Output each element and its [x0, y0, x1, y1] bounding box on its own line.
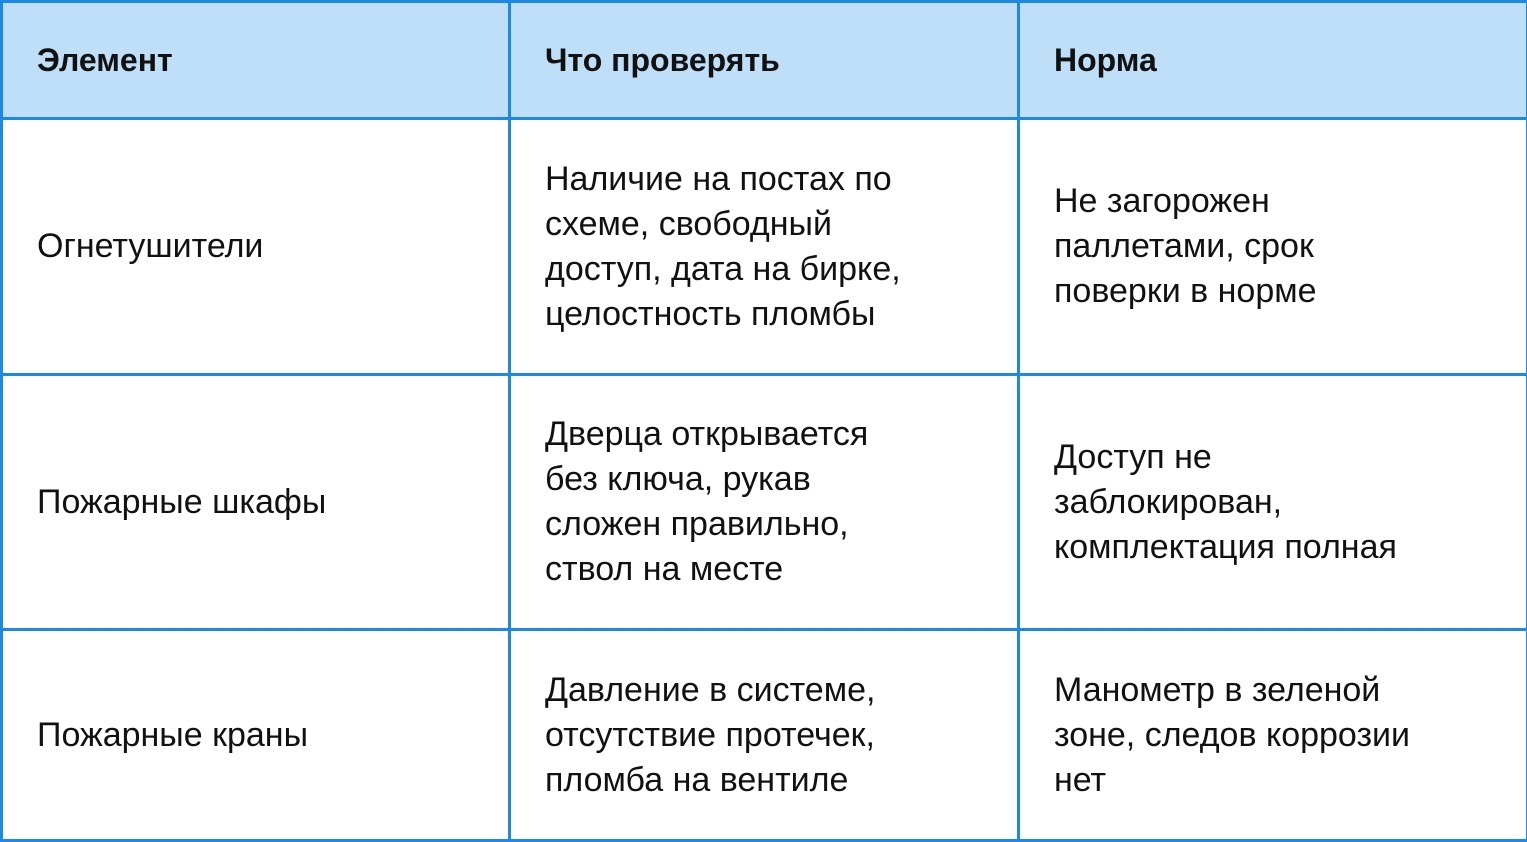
- header-norm: Норма: [1019, 2, 1527, 119]
- cell-element-text: Пожарные шкафы: [37, 480, 474, 525]
- cell-norm-text: Манометр в зеленой зоне, следов коррозии нет: [1054, 668, 1492, 803]
- cell-element: [2, 119, 510, 375]
- cell-check-text: Дверца открывается без ключа, рукав сложен правильно, ствол на месте: [545, 412, 983, 592]
- cell-norm-text: Не загорожен паллетами, срок поверки в норме: [1054, 179, 1492, 314]
- cell-check: [510, 630, 1019, 841]
- cell-norm: [1019, 375, 1527, 630]
- cell-check: [510, 375, 1019, 630]
- cell-element: [2, 630, 510, 841]
- cell-norm: [1019, 119, 1527, 375]
- table-header-row: [2, 2, 1527, 119]
- cell-norm: [1019, 630, 1527, 841]
- header-what-to-check: Что проверять: [510, 2, 1019, 119]
- cell-check-text: Наличие на постах по схеме, свободный доступ, дата на бирке, целостность пломбы: [545, 157, 983, 337]
- cell-norm-text: Доступ не заблокирован, комплектация полная: [1054, 435, 1492, 570]
- cell-check: [510, 119, 1019, 375]
- table-row: [2, 375, 1527, 630]
- table-row: [2, 630, 1527, 841]
- header-element: Элемент: [2, 2, 510, 119]
- cell-element-text: Огнетушители: [37, 224, 474, 269]
- table-row: [2, 119, 1527, 375]
- cell-element-text: Пожарные краны: [37, 713, 474, 758]
- cell-element: [2, 375, 510, 630]
- cell-check-text: Давление в системе, отсутствие протечек, пломба на вентиле: [545, 668, 983, 803]
